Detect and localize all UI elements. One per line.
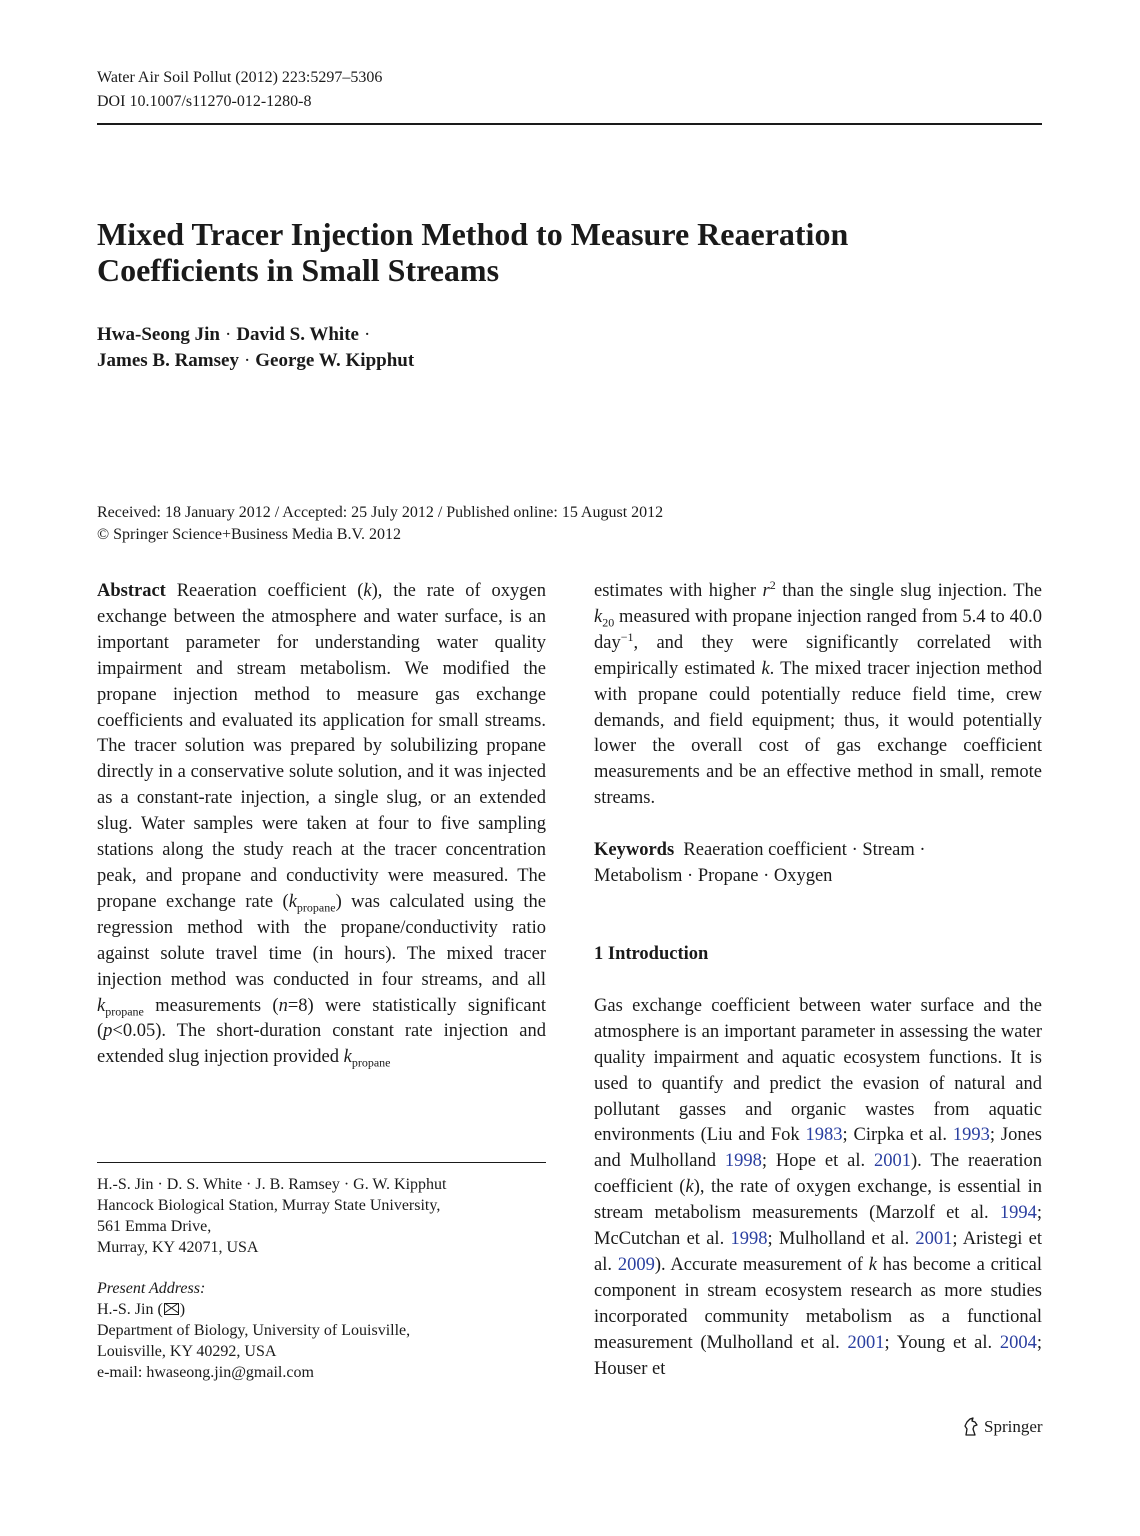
citation-link[interactable]: 2001 — [915, 1229, 953, 1250]
citation-link[interactable]: 1993 — [952, 1125, 990, 1146]
keyword: Oxygen — [773, 866, 833, 887]
right-column — [594, 579, 1042, 1382]
author-list: Hwa-Seong Jin · David S. White · James B. Ramsey · George W. Kipphut — [97, 324, 415, 371]
author: George W. Kipphut — [255, 350, 415, 371]
intro-paragraph: Gas exchange coefficient between water surface and the atmosphere is an important parameter in assessing the water quality impairment and aquatic ecosystem functions. It is used to quantify and predict the evasion of natural and pollutant gasses and organic wastes from aquatic environments (Liu and Fok 1983; Cirpka et al. 1993; Jones and Mulholland 1998; Hope et al. 2001). The reaeration coefficient (k), the rate of oxygen exchange, is essential in stream metabolism measurements (Marzolf et al. 1994; McCutchan et al. 1998; Mulholland et al. 2001; Aristegi et al. 2009). Accurate measurement of k has become a critical component in stream ecosystem research as more studies incorporated community metabolism as a functional measurement (Mulholland et al. 2001; Young et al. 2004; Houser et — [594, 995, 1042, 1379]
abstract-continuation: estimates with higher $r^2$ than the single slug injection. The $k_{20}$ measured with propane injection ranged from 5.4 to 40.0 day$^{-1}$, and they were significantly correlated with empirically estimated k. The mixed tracer injection method with propane could potentially reduce field time, crew demands, and field equipment; thus, it would potentially lower the overall cost of gas exchange coefficient measurements and be an effective method in small, remote streams. — [594, 577, 1042, 809]
author: James B. Ramsey — [97, 350, 239, 371]
author: David S. White — [236, 324, 359, 345]
citation-link[interactable]: 1994 — [999, 1203, 1037, 1224]
citation-link[interactable]: 2001 — [874, 1151, 912, 1172]
article-title: Mixed Tracer Injection Method to Measure Reaeration Coefficients in Small Streams — [97, 216, 849, 288]
author: Hwa-Seong Jin — [97, 324, 220, 345]
abstract-paragraph: Abstract Reaeration coefficient (k), the rate of oxygen exchange between the atmosphere and water surface, is an important parameter for understanding water quality impairment and stream metabolism. We modified the propane injection method to measure gas exchange coefficients and evaluated its application for small streams. The tracer solution was prepared by solubilizing propane directly in a conservative solute solution, and it was injected as a constant-rate injection, a single slug, or an extended slug. Water samples were taken at four to five sampling stations along the study reach at the tracer concentration peak, and propane and conductivity were measured. The propane exchange rate $(k_{propane})$ was calculated using the regression method with the propane/conductivity ratio against solute travel time (in hours). The mixed tracer injection method was conducted in four streams, and all $k_{propane}$ measurements (n=8) were statistically significant (p<0.05). The short-duration constant rate injection and extended slug injection provided $k_{propane}$ — [97, 581, 546, 1070]
envelope-icon[interactable] — [164, 1303, 179, 1315]
footnote-rule — [97, 1162, 546, 1163]
journal-header — [97, 66, 382, 114]
abstract-left-column — [97, 579, 546, 1071]
citation-link[interactable]: 1998 — [730, 1229, 768, 1250]
springer-horse-icon — [962, 1417, 980, 1437]
dates-line: Received: 18 January 2012 / Accepted: 25 July 2012 / Published online: 15 August 2012 — [97, 504, 664, 521]
citation-link[interactable]: 2009 — [617, 1254, 655, 1275]
publication-dates — [97, 502, 663, 546]
journal-doi: DOI 10.1007/s11270-012-1280-8 — [97, 93, 312, 110]
keyword: Metabolism — [594, 866, 683, 887]
journal-citation: Water Air Soil Pollut (2012) 223:5297–5306 — [97, 69, 383, 86]
email[interactable]: e-mail: hwaseong.jin@gmail.com — [97, 1364, 314, 1381]
citation-link[interactable]: 1998 — [724, 1151, 762, 1172]
keywords: Keywords Reaeration coefficient · Stream · Metabolism · Propane · Oxygen — [594, 840, 926, 887]
keyword: Reaeration coefficient — [683, 840, 847, 861]
header-rule — [97, 123, 1042, 125]
citation-link[interactable]: 2001 — [847, 1332, 885, 1353]
citation-link[interactable]: 2004 — [999, 1332, 1037, 1353]
copyright-line: © Springer Science+Business Media B.V. 2012 — [97, 526, 401, 543]
keyword: Stream — [862, 840, 915, 861]
section-heading: 1 Introduction — [594, 943, 709, 964]
citation-link[interactable]: 1983 — [805, 1125, 843, 1146]
springer-logo: Springer — [962, 1417, 1043, 1437]
affiliation-block: H.-S. Jin · D. S. White · J. B. Ramsey · G. W. Kipphut Hancock Biological Station, Murray State University, 561 Emma Drive, Murray, KY 42071, USA Present Address: H.-S. Jin ( ) Department of Biology, University of Louisville, Louisville, KY 40292, USA e-mail: hwaseong.jin@gmail.com — [97, 1174, 557, 1383]
keyword: Propane — [697, 866, 759, 887]
